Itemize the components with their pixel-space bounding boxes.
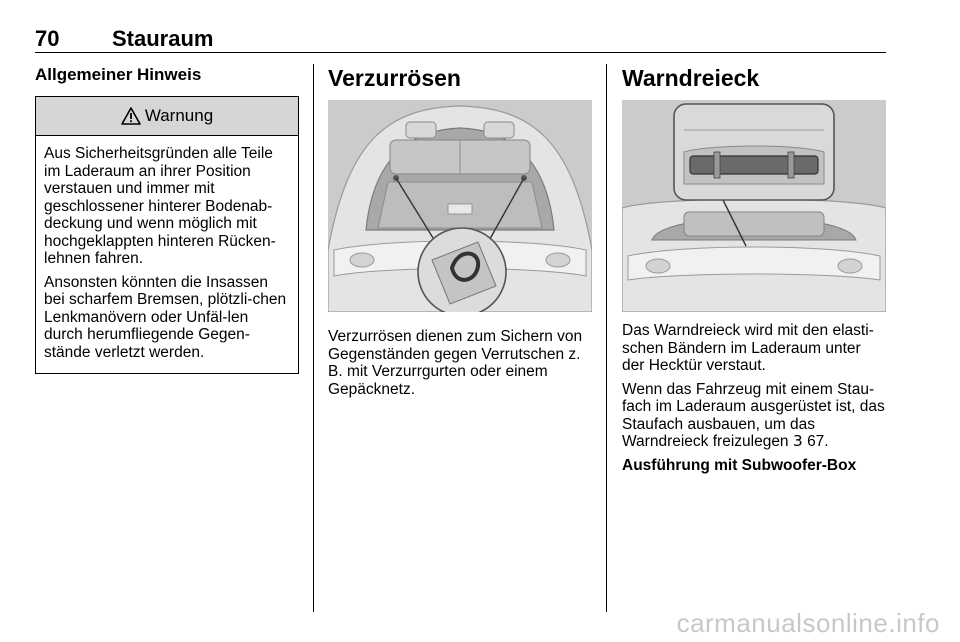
paragraph-text: Wenn das Fahrzeug mit einem Stau-fach im Laderaum ausgerüstet ist, das Staufach ausbauen, um das Warndreieck freizulegen: [622, 380, 885, 450]
warning-triangle-icon: [121, 107, 141, 125]
warning-triangle-paragraph: [622, 381, 886, 451]
page-reference-arrow-icon: 3: [792, 432, 803, 450]
column-general-note: [35, 64, 299, 86]
column-warning-triangle: [622, 64, 886, 92]
warning-triangle-text-block: [622, 322, 886, 475]
subwoofer-variant-heading: Ausführung mit Subwoofer-Box: [622, 456, 857, 474]
section-heading-lashing-eyes: Verzurrösen: [328, 65, 461, 91]
warning-label: Warnung: [144, 106, 214, 125]
page-title: Stauraum: [112, 26, 214, 51]
warning-box: [35, 96, 299, 374]
warning-triangle-paragraph: Das Warndreieck wird mit den elasti-schen Bändern im Laderaum unter der Hecktür verstaut.: [622, 322, 874, 374]
warning-paragraph: Aus Sicherheitsgründen alle Teile im Laderaum an ihrer Position verstauen und immer mit geschlossener hinterer Bodenab-deckung und wenn möglich mit hochgeklappten hinteren Rücken-lehnen fahren.: [44, 145, 276, 267]
column-divider: [313, 64, 314, 612]
column-lashing-eyes: [328, 64, 592, 92]
page-reference: 67.: [807, 433, 829, 450]
lashing-eyes-illustration: [328, 100, 592, 312]
watermark: carmanualsonline.info: [676, 608, 940, 638]
section-heading-warning-triangle: Warndreieck: [622, 65, 760, 91]
warning-paragraph: Ansonsten könnten die Insassen bei scharfem Bremsen, plötzli-chen Lenkmanövern oder Unfäl-len durch herumfliegende Gegen-stände verletzt werden.: [44, 273, 287, 361]
column-divider: [606, 64, 607, 612]
warning-triangle-illustration: [622, 100, 886, 312]
page-header: [35, 26, 886, 53]
section-heading-general-note: Allgemeiner Hinweis: [35, 65, 202, 84]
page-number: 70: [35, 26, 60, 51]
lashing-eyes-text: Verzurrösen dienen zum Sichern von Gegenständen gegen Verrutschen z. B. mit Verzurrgurten oder einem Gepäcknetz.: [328, 328, 583, 398]
warning-header: [36, 97, 298, 136]
warning-body: [36, 136, 298, 361]
